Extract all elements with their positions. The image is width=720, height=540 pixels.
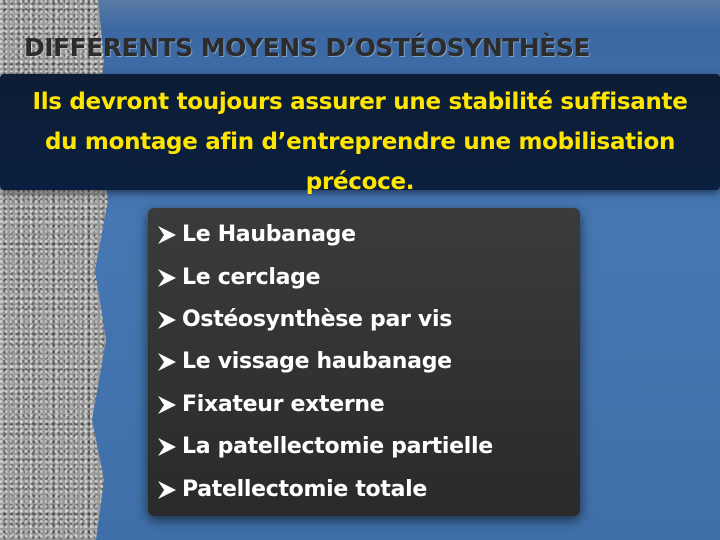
list-item-label: Le vissage haubanage [182, 349, 452, 375]
list-item-label: Le cerclage [182, 264, 321, 290]
list-item [156, 426, 576, 468]
highlight-line-2: du montage afin d’entreprendre une mobilisation [44, 129, 676, 155]
bullet-list [156, 214, 576, 511]
list-item-label: Fixateur externe [182, 391, 385, 417]
top-texture [0, 0, 720, 30]
list-item-label: La patellectomie partielle [182, 434, 493, 460]
arrowhead-bullet-icon [156, 267, 178, 289]
highlight-line-3: précoce. [305, 169, 415, 195]
list-item [156, 256, 576, 298]
list-item-label: Patellectomie totale [182, 476, 427, 502]
arrowhead-bullet-icon [156, 436, 178, 458]
highlight-line-1: Ils devront toujours assurer une stabilité suffisante [32, 89, 688, 115]
arrowhead-bullet-icon [156, 394, 178, 416]
list-item-label: Ostéosynthèse par vis [182, 306, 453, 332]
arrowhead-bullet-icon [156, 479, 178, 501]
arrowhead-bullet-icon [156, 224, 178, 246]
list-item [156, 341, 576, 383]
highlight-text [12, 82, 708, 202]
list-item [156, 384, 576, 426]
list-item [156, 468, 576, 510]
list-item [156, 299, 576, 341]
arrowhead-bullet-icon [156, 309, 178, 331]
slide-title: DIFFÉRENTS MOYENS D’OSTÉOSYNTHÈSE [24, 33, 590, 62]
list-item [156, 214, 576, 256]
arrowhead-bullet-icon [156, 351, 178, 373]
list-item-label: Le Haubanage [182, 222, 356, 248]
